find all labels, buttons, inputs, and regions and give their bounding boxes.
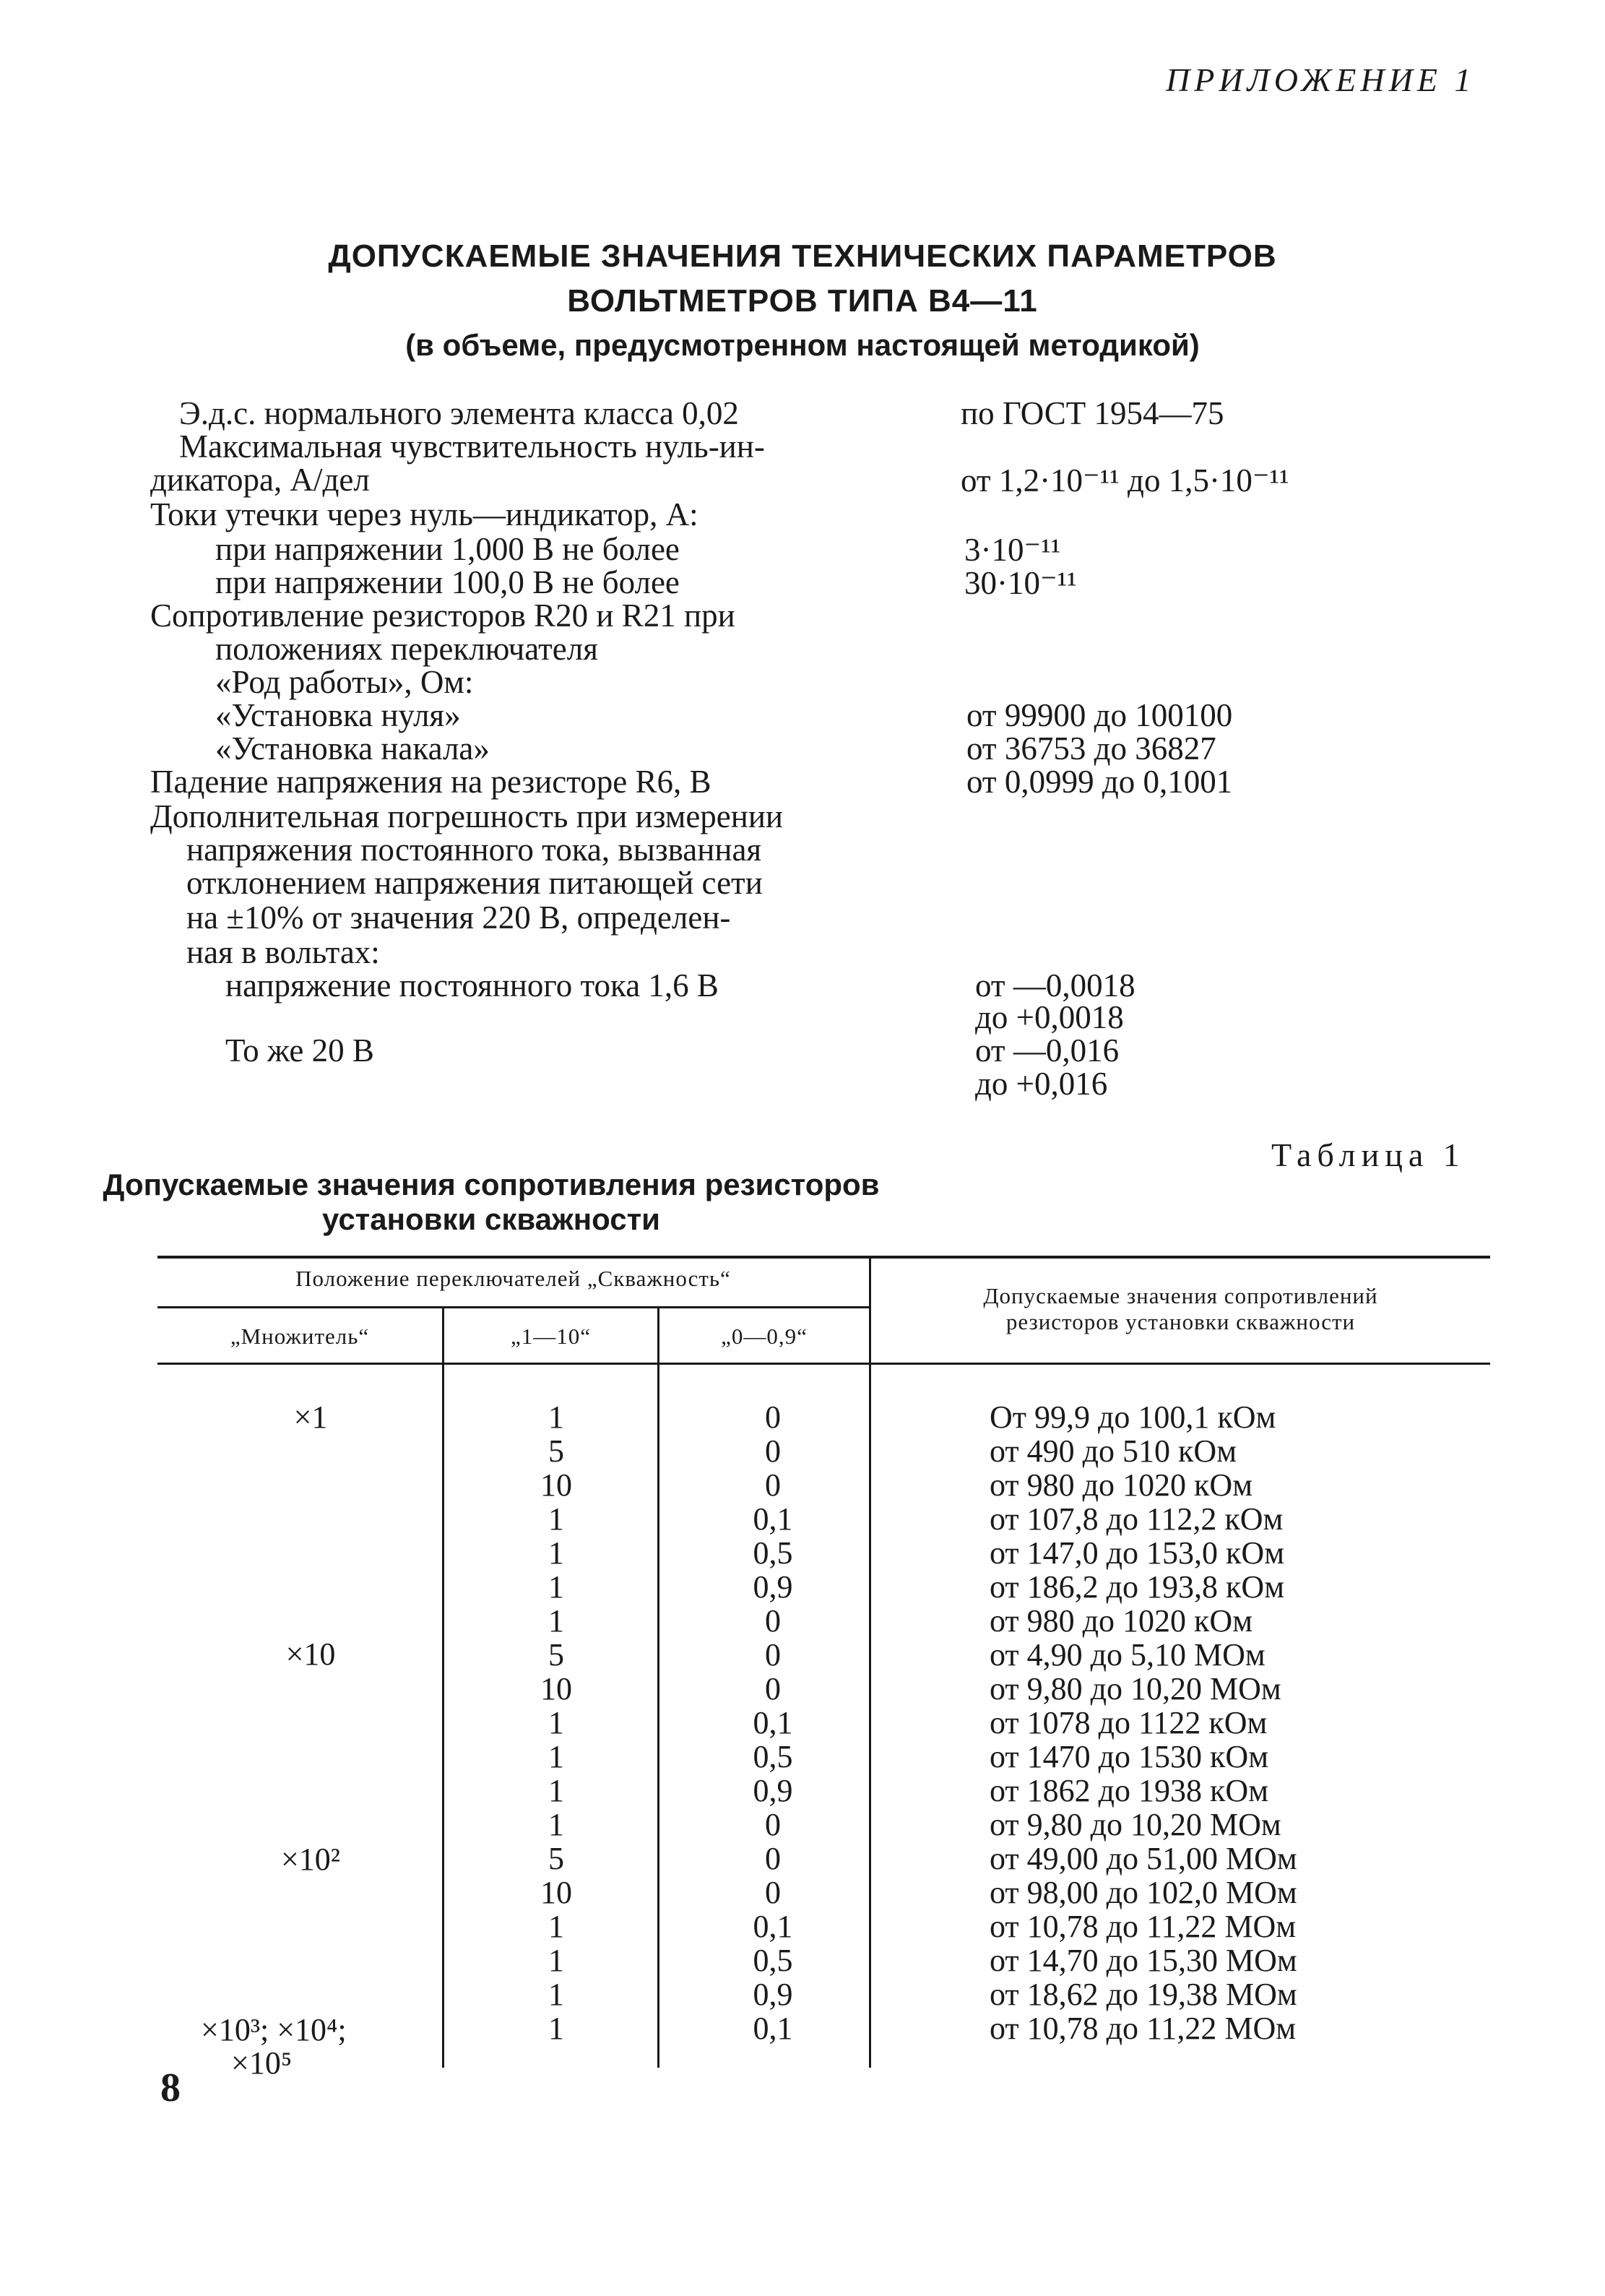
table-divider-col2 — [657, 1308, 659, 2068]
cell-value: от 10,78 до 11,22 МОм — [990, 1909, 1297, 1944]
cell-1-10: 5 — [548, 1433, 564, 1469]
param-line: Дополнительная погрешность при измерении — [150, 798, 784, 834]
param-value: 30·10⁻¹¹ — [964, 565, 1077, 601]
cell-1-10: 1 — [548, 1501, 564, 1537]
cell-value: от 18,62 до 19,38 МОм — [990, 1977, 1297, 2012]
cell-value: от 98,00 до 102,0 МОм — [990, 1875, 1297, 1910]
param-value: от 99900 до 100100 — [966, 697, 1233, 733]
cell-0-09: 0 — [765, 1467, 781, 1503]
table-title-line-1: Допускаемые значения сопротивления резисторов — [103, 1168, 880, 1201]
param-line: на ±10% от значения 220 В, определен- — [186, 899, 731, 936]
param-line: Падение напряжения на резисторе R6, В — [150, 764, 711, 800]
cell-0-09: 0,5 — [753, 1739, 793, 1774]
table-title-line-2: установки скважности — [322, 1202, 660, 1236]
cell-0-09: 0 — [765, 1637, 781, 1673]
cell-1-10: 1 — [548, 1909, 564, 1944]
cell-value: от 1862 до 1938 кОм — [990, 1773, 1269, 1808]
cell-0-09: 0,5 — [753, 1943, 793, 1978]
param-line: ная в вольтах: — [186, 934, 380, 970]
param-line: напряжение постоянного тока 1,6 В — [225, 967, 719, 1004]
param-value: от —0,016 — [975, 1032, 1120, 1069]
cell-value: от 1470 до 1530 кОм — [990, 1739, 1269, 1774]
cell-0-09: 0 — [765, 1671, 781, 1706]
cell-0-09: 0 — [765, 1875, 781, 1910]
param-line: напряжения постоянного тока, вызванная — [186, 832, 762, 868]
cell-value: от 10,78 до 11,22 МОм — [990, 2011, 1297, 2046]
cell-value: От 99,9 до 100,1 кОм — [990, 1399, 1276, 1435]
param-value: от 1,2·10⁻¹¹ до 1,5·10⁻¹¹ — [961, 462, 1289, 499]
cell-0-09: 0 — [765, 1603, 781, 1639]
param-line: То же 20 В — [225, 1032, 374, 1069]
param-line: «Установка накала» — [215, 730, 490, 767]
table-divider-col1 — [442, 1308, 444, 2068]
cell-1-10: 1 — [548, 1773, 564, 1808]
multiplier-x1: ×1 — [293, 1399, 328, 1435]
cell-0-09: 0 — [765, 1841, 781, 1876]
cell-1-10: 1 — [548, 1569, 564, 1605]
cell-value: от 980 до 1020 кОм — [990, 1467, 1253, 1503]
param-value: до +0,0018 — [975, 999, 1124, 1035]
cell-1-10: 10 — [540, 1875, 572, 1910]
cell-0-09: 0,5 — [753, 1535, 793, 1571]
cell-1-10: 1 — [548, 1943, 564, 1978]
table-label: Таблица 1 — [1271, 1136, 1466, 1173]
table-header-rule — [157, 1363, 1490, 1365]
cell-1-10: 10 — [540, 1467, 572, 1503]
cell-value: от 1078 до 1122 кОм — [990, 1705, 1268, 1740]
cell-0-09: 0 — [765, 1399, 781, 1435]
param-line: отклонением напряжения питающей сети — [186, 865, 763, 901]
cell-1-10: 1 — [548, 1535, 564, 1571]
cell-1-10: 5 — [548, 1637, 564, 1673]
cell-value: от 4,90 до 5,10 МОм — [990, 1637, 1266, 1673]
heading-line-3: (в объеме, предусмотренном настоящей методикой) — [405, 328, 1200, 362]
cell-1-10: 1 — [548, 1807, 564, 1842]
param-line: при напряжении 100,0 В не более — [215, 564, 680, 600]
param-line: Э.д.с. нормального элемента класса 0,02 — [179, 395, 739, 431]
param-line: «Установка нуля» — [215, 697, 461, 733]
cell-0-09: 0,1 — [753, 1909, 793, 1944]
appendix-label: ПРИЛОЖЕНИЕ 1 — [1166, 61, 1476, 98]
table-group-rule — [157, 1306, 869, 1308]
cell-value: от 49,00 до 51,00 МОм — [990, 1841, 1297, 1876]
header-values-line-1: Допускаемые значения сопротивлений — [983, 1283, 1378, 1308]
table-top-rule — [157, 1256, 1490, 1259]
cell-0-09: 0 — [765, 1433, 781, 1469]
multiplier-x100000: ×10⁵ — [231, 2045, 293, 2081]
param-value: до +0,016 — [975, 1066, 1108, 1102]
cell-value: от 9,80 до 10,20 МОм — [990, 1671, 1281, 1706]
cell-0-09: 0,9 — [753, 1569, 793, 1605]
cell-value: от 980 до 1020 кОм — [990, 1603, 1253, 1639]
multiplier-x1000-x10000: ×10³; ×10⁴; — [201, 2012, 347, 2047]
cell-value: от 186,2 до 193,8 кОм — [990, 1569, 1285, 1605]
header-group: Положение переключателей „Скважность“ — [295, 1266, 731, 1291]
cell-0-09: 0,1 — [753, 2011, 793, 2046]
param-line: Токи утечки через нуль—индикатор, А: — [150, 496, 698, 532]
table-divider-right — [869, 1259, 871, 2068]
cell-0-09: 0,1 — [753, 1501, 793, 1537]
cell-value: от 14,70 до 15,30 МОм — [990, 1943, 1297, 1978]
cell-0-09: 0,9 — [753, 1977, 793, 2012]
param-value: от 0,0999 до 0,1001 — [966, 764, 1233, 800]
cell-1-10: 1 — [548, 2011, 564, 2046]
cell-value: от 107,8 до 112,2 кОм — [990, 1501, 1284, 1537]
param-value: от —0,0018 — [975, 967, 1135, 1004]
param-line: Сопротивление резисторов R20 и R21 при — [150, 597, 735, 634]
cell-1-10: 5 — [548, 1841, 564, 1876]
param-line: «Род работы», Ом: — [215, 664, 474, 700]
cell-1-10: 1 — [548, 1705, 564, 1740]
header-1-10: „1—10“ — [510, 1324, 592, 1349]
cell-1-10: 1 — [548, 1977, 564, 2012]
cell-value: от 147,0 до 153,0 кОм — [990, 1535, 1285, 1571]
param-line: дикатора, А/дел — [150, 462, 370, 498]
cell-1-10: 1 — [548, 1399, 564, 1435]
cell-0-09: 0,9 — [753, 1773, 793, 1808]
param-value: 3·10⁻¹¹ — [964, 532, 1061, 568]
multiplier-x100: ×10² — [280, 1842, 340, 1877]
param-line: Максимальная чувствительность нуль-ин- — [179, 428, 765, 465]
multiplier-x10: ×10 — [285, 1636, 336, 1672]
cell-1-10: 1 — [548, 1603, 564, 1639]
header-values-line-2: резисторов установки скважности — [1005, 1309, 1356, 1334]
cell-1-10: 10 — [540, 1671, 572, 1706]
header-multiplier: „Множитель“ — [230, 1324, 370, 1349]
cell-value: от 490 до 510 кОм — [990, 1433, 1237, 1469]
heading-line-2: ВОЛЬТМЕТРОВ ТИПА В4—11 — [567, 283, 1038, 319]
cell-0-09: 0 — [765, 1807, 781, 1842]
cell-1-10: 1 — [548, 1739, 564, 1774]
page-number: 8 — [160, 2066, 181, 2110]
cell-0-09: 0,1 — [753, 1705, 793, 1740]
param-line: положениях переключателя — [215, 631, 598, 667]
param-value: по ГОСТ 1954—75 — [961, 395, 1224, 431]
heading-line-1: ДОПУСКАЕМЫЕ ЗНАЧЕНИЯ ТЕХНИЧЕСКИХ ПАРАМЕТРОВ — [328, 238, 1277, 274]
param-value: от 36753 до 36827 — [966, 730, 1216, 767]
header-0-09: „0—0,9“ — [721, 1324, 808, 1349]
param-line: при напряжении 1,000 В не более — [215, 531, 680, 567]
cell-value: от 9,80 до 10,20 МОм — [990, 1807, 1281, 1842]
